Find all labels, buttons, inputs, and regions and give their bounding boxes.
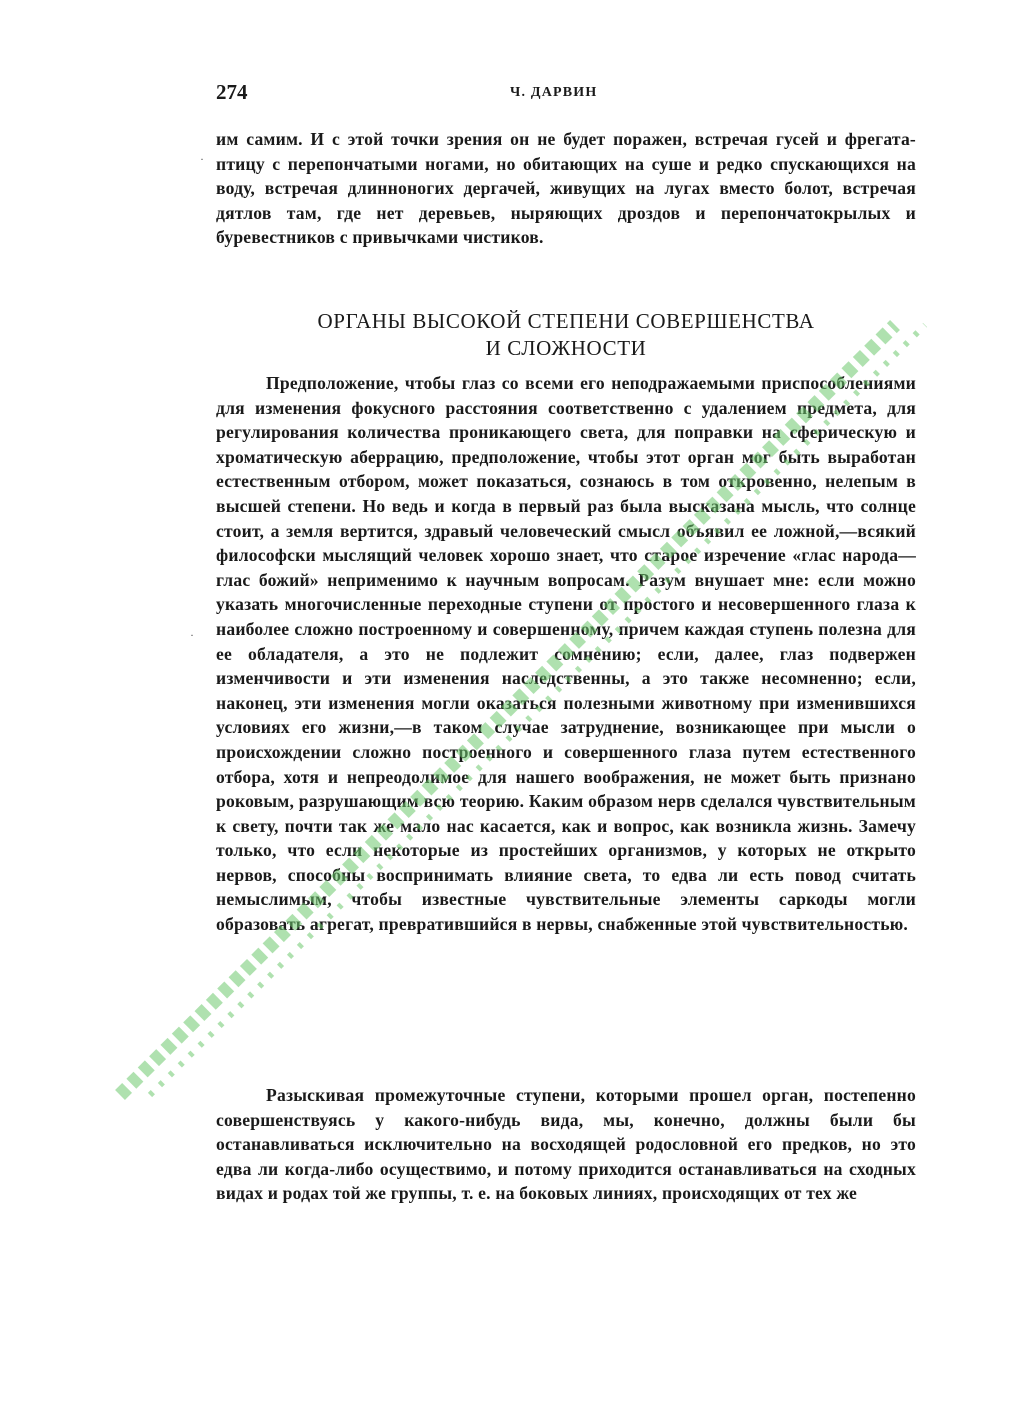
section-title-line-2: И СЛОЖНОСТИ [485, 336, 647, 360]
paragraph-1 [216, 371, 916, 937]
paragraph-2 [216, 1083, 916, 1206]
section-title-line-1: ОРГАНЫ ВЫСОКОЙ СТЕПЕНИ СОВЕРШЕНСТВА [317, 309, 815, 333]
stray-mark: · [200, 152, 204, 166]
page-header [216, 80, 916, 110]
running-head: Ч. ДАРВИН [510, 85, 598, 100]
section-title [216, 308, 916, 362]
stray-mark: · [190, 628, 194, 642]
page-number: 274 [216, 80, 248, 104]
paragraph-text: им самим. И с этой точки зрения он не будет поражен, встречая гусей и фрегата-птицу с перепончатыми ногами, но обитающих на суше и редко спускающихся на воду, встречая длинноногих дергачей, живущих на лугах вместо болот, встречая дятлов там, где нет деревьев, ныряющих дроздов и перепончатокрылых и буревестников с привычками чистиков. [216, 129, 916, 248]
paragraph-text: Предположение, чтобы глаз со всеми его неподражаемыми приспособлениями для изменения фокусного расстояния соответственно с удалением предмета, для регулирования количества проникающего света, для поправки на сферическую и хроматическую аберрацию, предположение, чтобы этот орган мог быть выработан естественным отбором, может показаться, сознаюсь в том откровенно, нелепым в высшей степени. Но ведь и когда в первый раз была высказана мысль, что солнце стоит, а земля вертится, здравый человеческий смысл объявил ее ложной,—всякий философски мыслящий человек хорошо знает, что старое изречение «глас народа—глас божий» неприменимо к научным вопросам. Разум внушает мне: если можно указать многочисленные переходные ступени от простого и несовершенного глаза к наиболее сложно построенному и совершенному, причем каждая ступень полезна для ее обладателя, а это не подлежит сомнению; если, далее, глаз подвержен изменчивости и эти изменения наследственны, а это также несомненно; если, наконец, эти изменения могли оказаться полезными животному при изменившихся условиях его жизни,—в таком случае затруднение, возникающее при мысли о происхождении сложно построенного и совершенного глаза путем естественного отбора, хотя и непреодолимое для нашего воображения, не может быть признано роковым, разрушающим всю теорию. Каким образом нерв сделался чувствительным к свету, почти так же мало нас касается, как и вопрос, как возникла жизнь. Замечу только, что если некоторые из простейших организмов, у которых не открыто нервов, способны воспринимать влияние света, то едва ли есть повод считать немыслимым, чтобы известные чувствительные элементы саркоды могли образовать агрегат, превратившийся в нервы, снабженные этой чувствительностью. [216, 373, 916, 935]
intro-paragraph [216, 127, 916, 250]
paragraph-text: Разыскивая промежуточные ступени, которыми прошел орган, постепенно совершенствуясь у какого-нибудь вида, мы, конечно, должны были бы останавливаться исключительно на восходящей родословной его предков, но это едва ли когда-либо осуществимо, и потому приходится останавливаться на сходных видах и родах той же группы, т. е. на боковых линиях, происходящих от тех же [216, 1085, 916, 1204]
